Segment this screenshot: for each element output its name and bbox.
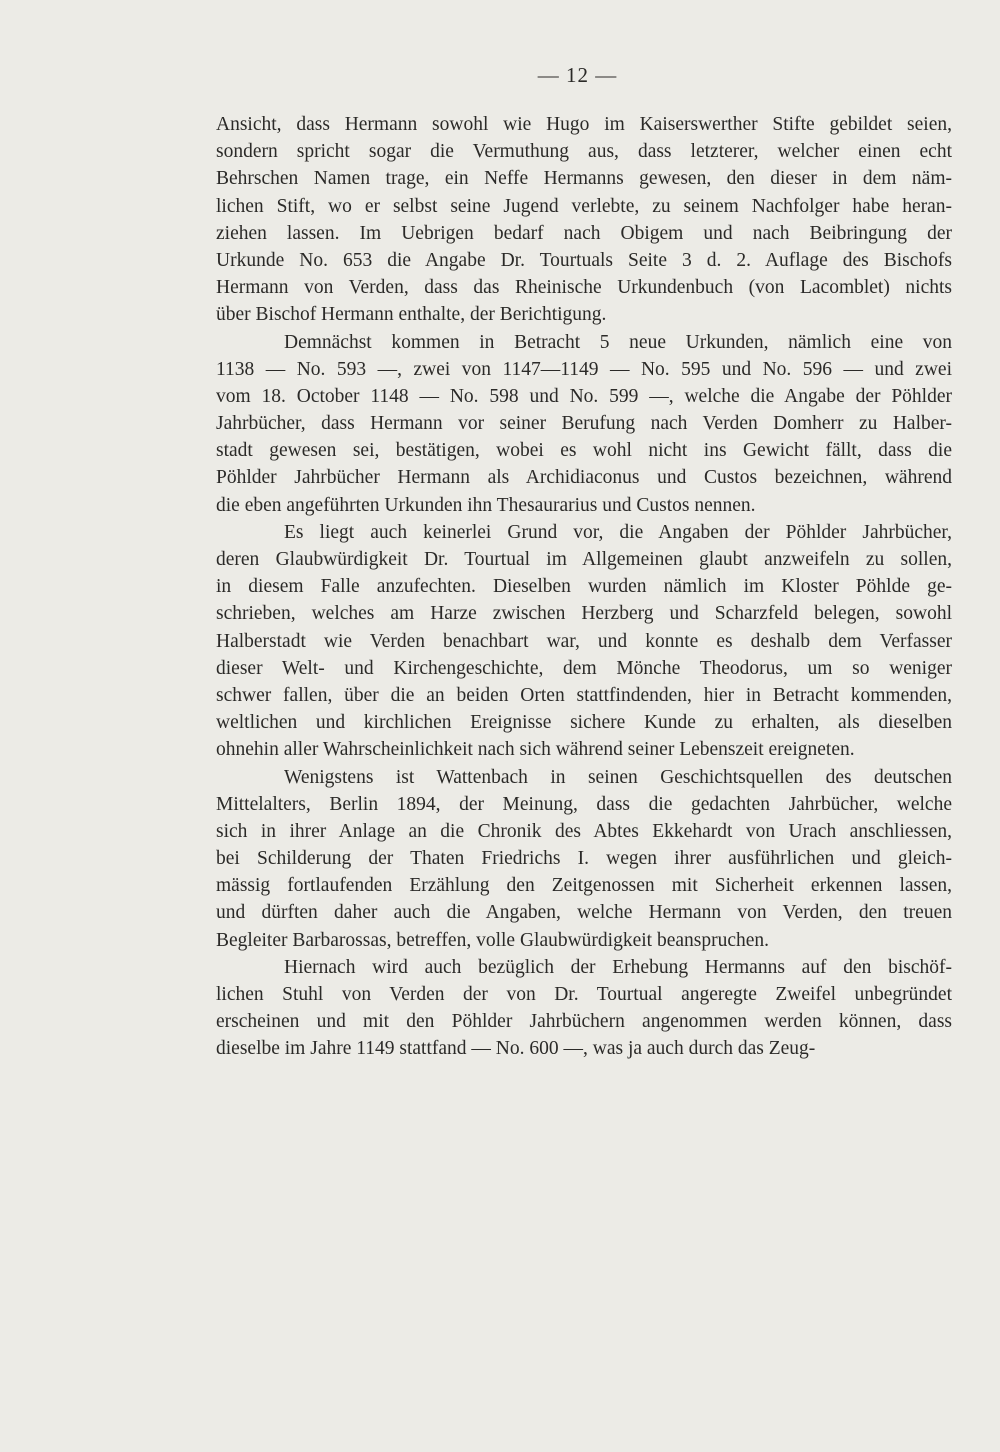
text-line: Ansicht, dass Hermann sowohl wie Hugo im Kaiserswerther Stifte gebildet seien, bbox=[216, 114, 952, 135]
text-line: Behrschen Namen trage, ein Neffe Hermanns gewesen, den dieser in dem näm- bbox=[216, 168, 952, 190]
text-line: erscheinen und mit den Pöhlder Jahrbüchern angenommen werden können, dass bbox=[216, 1011, 952, 1033]
text-line: bei Schilderung der Thaten Friedrichs I. wegen ihrer ausführlichen und gleich- bbox=[216, 848, 952, 870]
paragraph bbox=[216, 111, 952, 329]
text-line: lichen Stift, wo er selbst seine Jugend verlebte, zu seinem Nachfolger habe heran- bbox=[216, 195, 952, 217]
text-line: vom 18. October 1148 — No. 598 und No. 599 —, welche die Angabe der Pöhlder bbox=[216, 385, 952, 407]
text-line: Wenigstens ist Wattenbach in seinen Geschichtsquellen des deutschen bbox=[284, 766, 952, 788]
text-line: stadt gewesen sei, bestätigen, wobei es wohl nicht ins Gewicht fällt, dass die bbox=[216, 440, 952, 462]
text-line: Pöhlder Jahrbücher Hermann als Archidiaconus und Custos bezeichnen, während bbox=[216, 467, 952, 489]
text-line: Halberstadt wie Verden benachbart war, und konnte es deshalb dem Verfasser bbox=[216, 630, 952, 652]
text-line: Mittelalters, Berlin 1894, der Meinung, dass die gedachten Jahrbücher, welche bbox=[216, 793, 952, 815]
text-line: 1138 — No. 593 —, zwei von 1147—1149 — No. 595 und No. 596 — und zwei bbox=[216, 358, 952, 380]
paragraph bbox=[216, 329, 952, 519]
text-line: und dürften daher auch die Angaben, welche Hermann von Verden, den treuen bbox=[216, 902, 952, 924]
page-number: — 12 — bbox=[537, 63, 618, 87]
text-line: Hiernach wird auch bezüglich der Erhebung Hermanns auf den bischöf- bbox=[284, 956, 952, 978]
text-line: deren Glaubwürdigkeit Dr. Tourtual im Allgemeinen glaubt anzweifeln zu sollen, bbox=[216, 549, 952, 570]
text-line: dieser Welt- und Kirchengeschichte, dem Mönche Theodorus, um so weniger bbox=[216, 657, 952, 679]
text-line: die eben angeführten Urkunden ihn Thesaurarius und Custos nennen. bbox=[216, 494, 756, 516]
text-line: dieselbe im Jahre 1149 stattfand — No. 600 —, was ja auch durch das Zeug- bbox=[216, 1038, 816, 1060]
text-line: Begleiter Barbarossas, betreffen, volle Glaubwürdigkeit beanspruchen. bbox=[216, 929, 770, 951]
text-line: Es liegt auch keinerlei Grund vor, die Angaben der Pöhlder Jahrbücher, bbox=[284, 521, 952, 543]
body-text bbox=[216, 111, 952, 1063]
text-line: Hermann von Verden, dass das Rheinische Urkundenbuch (von Lacomblet) nichts bbox=[216, 277, 952, 299]
paragraph bbox=[216, 519, 952, 764]
text-line: mässig fortlaufenden Erzählung den Zeitgenossen mit Sicherheit erkennen lassen, bbox=[216, 875, 952, 897]
text-line: lichen Stuhl von Verden der von Dr. Tourtual angeregte Zweifel unbegründet bbox=[216, 984, 952, 1005]
text-line: sondern spricht sogar die Vermuthung aus, dass letzterer, welcher einen echt bbox=[216, 141, 952, 163]
text-line: weltlichen und kirchlichen Ereignisse sichere Kunde zu erhalten, als dieselben bbox=[216, 712, 952, 734]
paragraph bbox=[216, 764, 952, 954]
paragraph bbox=[216, 954, 952, 1063]
text-line: sich in ihrer Anlage an die Chronik des Abtes Ekkehardt von Urach anschliessen, bbox=[216, 820, 952, 842]
text-line: schrieben, welches am Harze zwischen Herzberg und Scharzfeld belegen, sowohl bbox=[216, 603, 952, 625]
text-line: ziehen lassen. Im Uebrigen bedarf nach Obigem und nach Beibringung der bbox=[216, 222, 952, 244]
text-line: ohnehin aller Wahrscheinlichkeit nach sich während seiner Lebenszeit ereigneten. bbox=[216, 739, 855, 761]
text-line: Jahrbücher, dass Hermann vor seiner Berufung nach Verden Domherr zu Halber- bbox=[216, 413, 952, 435]
text-line: schwer fallen, über die an beiden Orten stattfindenden, hier in Betracht kommenden, bbox=[216, 684, 952, 706]
text-line: Demnächst kommen in Betracht 5 neue Urkunden, nämlich eine von bbox=[284, 331, 952, 353]
text-line: Urkunde No. 653 die Angabe Dr. Tourtuals Seite 3 d. 2. Auflage des Bischofs bbox=[216, 249, 952, 271]
text-line: in diesem Falle anzufechten. Dieselben wurden nämlich im Kloster Pöhlde ge- bbox=[216, 576, 952, 598]
text-line: über Bischof Hermann enthalte, der Berichtigung. bbox=[216, 304, 607, 326]
